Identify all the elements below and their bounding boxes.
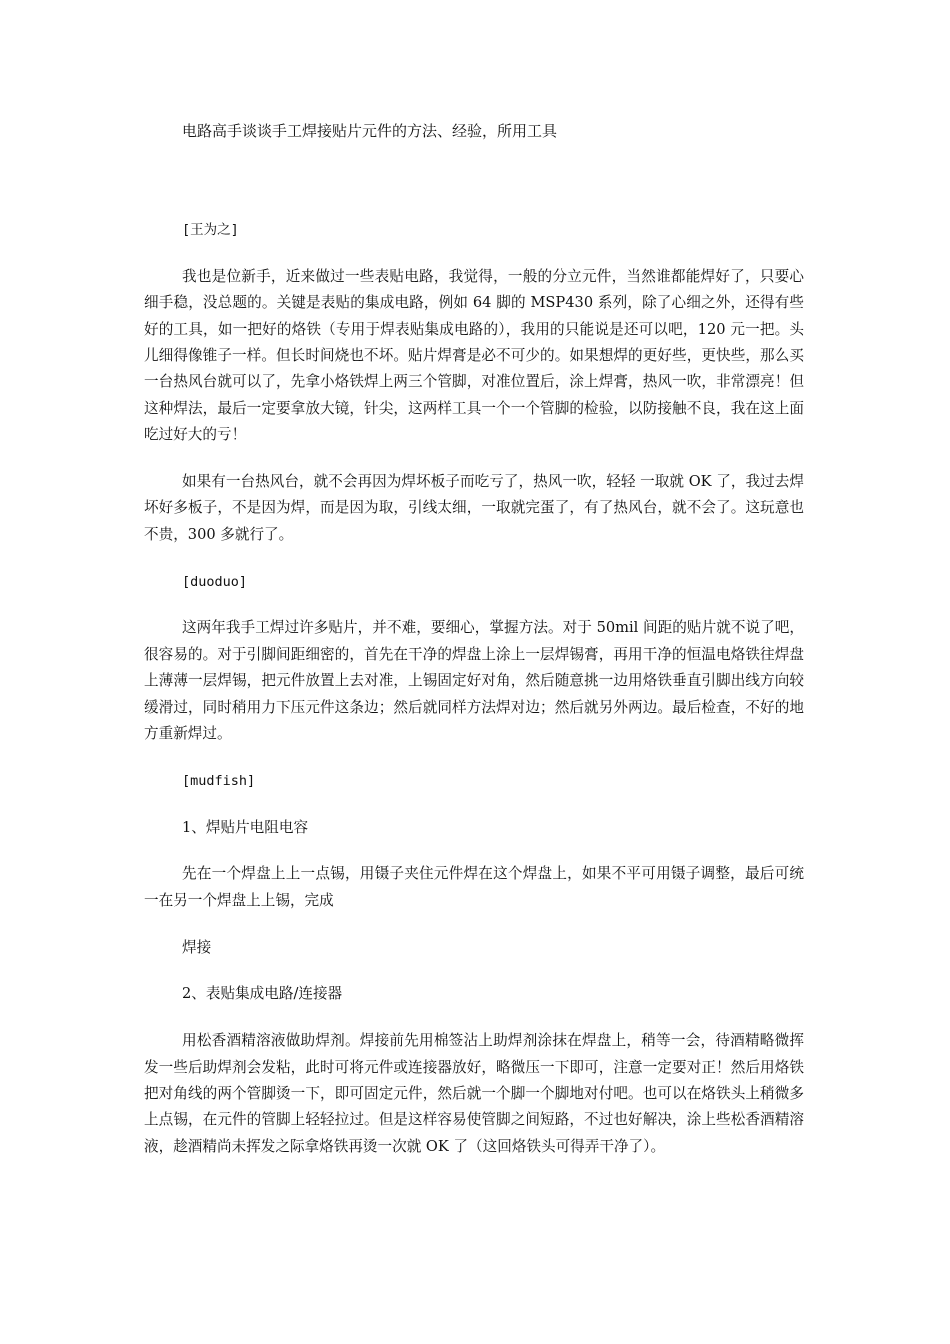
author-tag: [duoduo]: [182, 573, 248, 590]
author-tag: [mudfish]: [182, 772, 256, 789]
section-heading: 2、表贴集成电路/连接器: [182, 985, 343, 1003]
paragraph: 焊接: [182, 938, 212, 956]
document-title: 电路高手谈谈手工焊接贴片元件的方法、经验，所用工具: [182, 122, 558, 140]
document-body: [144, 217, 804, 1181]
paragraph: 这两年我手工焊过许多贴片，并不难，要细心，掌握方法。对于 50mil 间距的贴片就不说了吧，很容易的。对于引脚间距细密的，首先在干净的焊盘上涂上一层焊锡膏，再用干净的恒温电烙铁往焊盘上薄薄一层焊锡，把元件放置上去对准，上锡固定好对角，然后随意挑一边用烙铁垂直引脚出线方向较缓滑过，同时稍用力下压元件这条边；然后就同样方法焊对边；然后就另外两边。最后检查，不好的地方重新焊过。: [144, 619, 804, 743]
author-tag: [王为之]: [182, 222, 239, 238]
paragraph: 先在一个焊盘上上一点锡，用镊子夹住元件焊在这个焊盘上，如果不平可用镊子调整，最后可统一在另一个焊盘上上锡，完成: [144, 865, 804, 909]
paragraph: 我也是位新手，近来做过一些表贴电路，我觉得，一般的分立元件，当然谁都能焊好了，只要心细手稳，没总题的。关键是表贴的集成电路，例如 64 脚的 MSP430 系列，除了心细之外，还得有些好的工具，如一把好的烙铁（专用于焊表贴集成电路的），我用的只能说是还可以吧，120 元一把。头儿细得像锥子一样。但长时间烧也不坏。贴片焊膏是必不可少的。如果想焊的更好些，更快些，那么买 一台热风台就可以了，先拿小烙铁焊上两三个管脚，对准位置后，涂上焊膏，热风一吹，非常漂亮！但这种焊法，最后一定要拿放大镜，针尖，这两样工具一个一个管脚的检验，以防接触不良，我在这上面吃过好大的亏！: [144, 267, 804, 444]
paragraph: 如果有一台热风台，就不会再因为焊坏板子而吃亏了，热风一吹，轻轻 一取就 OK 了，我过去焊坏好多板子，不是因为焊，而是因为取，引线太细，一取就完蛋了，有了热风台，就不会了。这玩意也不贵，300 多就行了。: [144, 473, 804, 543]
section-heading: 1、焊贴片电阻电容: [182, 818, 309, 836]
paragraph: 用松香酒精溶液做助焊剂。焊接前先用棉签沾上助焊剂涂抹在焊盘上，稍等一会，待酒精略微挥发一些后助焊剂会发粘，此时可将元件或连接器放好，略微压一下即可，注意一定要对正！然后用烙铁把对角线的两个管脚烫一下，即可固定元件，然后就一个脚一个脚地对付吧。也可以在烙铁头上稍微多上点锡，在元件的管脚上轻轻拉过。但是这样容易使管脚之间短路，不过也好解决，涂上些松香酒精溶液，趁酒精尚未挥发之际拿烙铁再烫一次就 OK 了（这回烙铁头可得弄干净了）。: [144, 1032, 804, 1155]
